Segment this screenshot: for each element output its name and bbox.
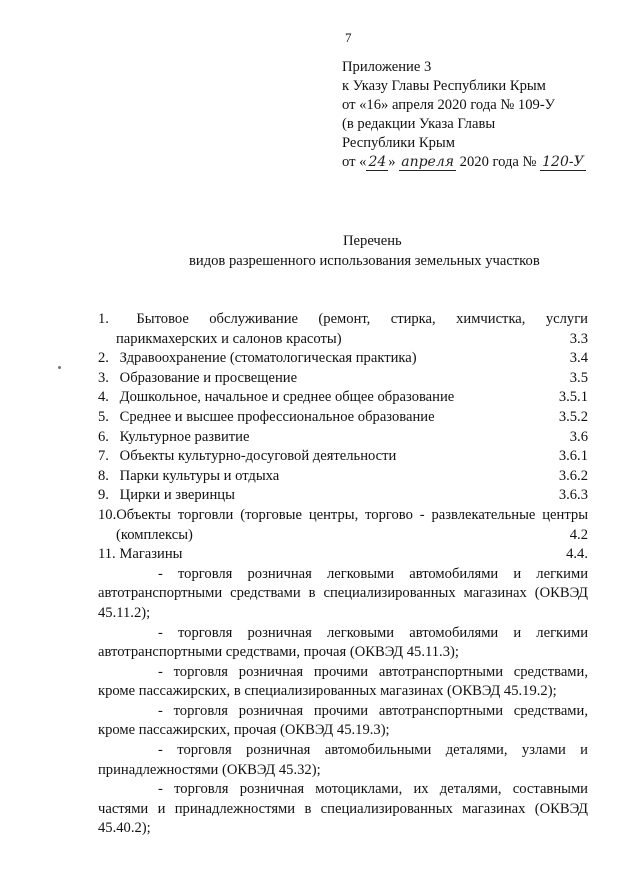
item-code: 3.6.2 bbox=[558, 467, 588, 484]
title-line: видов разрешенного использования земельных участков bbox=[189, 253, 540, 269]
item-number: 9. bbox=[98, 487, 109, 504]
sub-item: - торговля розничная автомобильными деталями, узлами и принадлежностями (ОКВЭД 45.32); bbox=[98, 742, 588, 778]
sub-item: - торговля розничная прочими автотранспортными средствами, кроме пассажирских, в специализированных магазинах (ОКВЭД 45.19.2); bbox=[98, 663, 588, 700]
item-code: 4.2 bbox=[569, 526, 588, 543]
item-number: 2. bbox=[98, 350, 109, 367]
header-date-year: 2020 года № bbox=[459, 154, 537, 170]
item-number: 8. bbox=[98, 467, 109, 484]
item-code: 3.6.3 bbox=[558, 487, 588, 504]
item-number: 1. bbox=[98, 311, 109, 327]
list-item bbox=[98, 506, 588, 545]
item-text: Культурное развитие bbox=[119, 428, 250, 445]
handwritten-number: 120-У bbox=[542, 154, 584, 170]
sub-item: - торговля розничная мотоциклами, их деталями, составными частями и принадлежностями в специализированных магазинах (ОКВЭД 45.40.2); bbox=[98, 781, 588, 837]
item-code: 3.6 bbox=[569, 428, 588, 445]
item-text: Магазины bbox=[119, 546, 183, 563]
item-number: 5. bbox=[98, 408, 109, 425]
item-text: Объекты культурно-досуговой деятельности bbox=[119, 448, 397, 465]
item-code: 3.5 bbox=[569, 369, 588, 386]
item-text: (комплексы) bbox=[116, 526, 193, 543]
appendix-header bbox=[342, 58, 586, 172]
header-date-mid: » bbox=[388, 154, 396, 170]
item-number: 3. bbox=[98, 369, 109, 386]
header-line: (в редакции Указа Главы bbox=[342, 116, 496, 132]
item-code: 3.4 bbox=[569, 350, 588, 367]
item-code: 3.6.1 bbox=[558, 448, 588, 465]
page-number: 7 bbox=[345, 30, 352, 45]
list-item bbox=[98, 545, 588, 565]
item-code: 3.5.1 bbox=[558, 389, 588, 406]
permitted-use-list bbox=[98, 310, 588, 839]
header-line: к Указу Главы Республики Крым bbox=[342, 78, 546, 94]
item-number: 11. bbox=[98, 546, 116, 563]
item-code: 4.4. bbox=[566, 546, 588, 563]
header-line: Приложение 3 bbox=[342, 59, 432, 75]
item-text: Здравоохранение (стоматологическая практика) bbox=[119, 350, 417, 367]
list-item bbox=[98, 467, 588, 487]
item-text: Дошкольное, начальное и среднее общее образование bbox=[119, 389, 455, 406]
header-date-line bbox=[342, 153, 586, 172]
header-line: Республики Крым bbox=[342, 135, 455, 151]
header-line: от «16» апреля 2020 года № 109-У bbox=[342, 97, 556, 113]
item-code: 3.5.2 bbox=[558, 408, 588, 425]
list-item bbox=[98, 349, 588, 369]
list-item bbox=[98, 310, 588, 349]
title-line: Перечень bbox=[343, 233, 402, 249]
header-date-prefix: от « bbox=[342, 154, 367, 170]
item-number: 7. bbox=[98, 448, 109, 465]
sub-item: - торговля розничная прочими автотранспортными средствами, кроме пассажирских, прочая (ОКВЭД 45.19.3); bbox=[98, 702, 588, 739]
item-text: Парки культуры и отдыха bbox=[119, 467, 280, 484]
item-text: Образование и просвещение bbox=[119, 369, 298, 386]
sub-item: - торговля розничная легковыми автомобилями и легкими автотранспортными средствами, прочая (ОКВЭД 45.11.3); bbox=[98, 624, 588, 661]
item-text: Бытовое обслуживание (ремонт, стирка, химчистка, услуги bbox=[136, 311, 588, 327]
list-item bbox=[98, 486, 588, 506]
item-number: 10. bbox=[98, 506, 117, 523]
handwritten-day: 24 bbox=[368, 154, 387, 170]
list-item bbox=[98, 408, 588, 428]
list-item bbox=[98, 447, 588, 467]
item-number: 6. bbox=[98, 428, 109, 445]
list-item bbox=[98, 388, 588, 408]
scan-speck bbox=[58, 366, 61, 369]
item-code: 3.3 bbox=[569, 330, 588, 347]
list-item bbox=[98, 369, 588, 389]
item-number: 4. bbox=[98, 389, 109, 406]
item-text: парикмахерских и салонов красоты) bbox=[116, 330, 342, 347]
handwritten-month: апреля bbox=[401, 154, 455, 170]
item-text: Объекты торговли (торговые центры, торгово - развлекательные центры bbox=[116, 506, 588, 523]
sub-item: - торговля розничная легковыми автомобилями и легкими автотранспортными средствами в специализированных магазинах (ОКВЭД 45.11.2); bbox=[98, 565, 588, 621]
list-item bbox=[98, 428, 588, 448]
item-text: Среднее и высшее профессиональное образование bbox=[119, 408, 435, 425]
item-text: Цирки и зверинцы bbox=[119, 487, 235, 504]
